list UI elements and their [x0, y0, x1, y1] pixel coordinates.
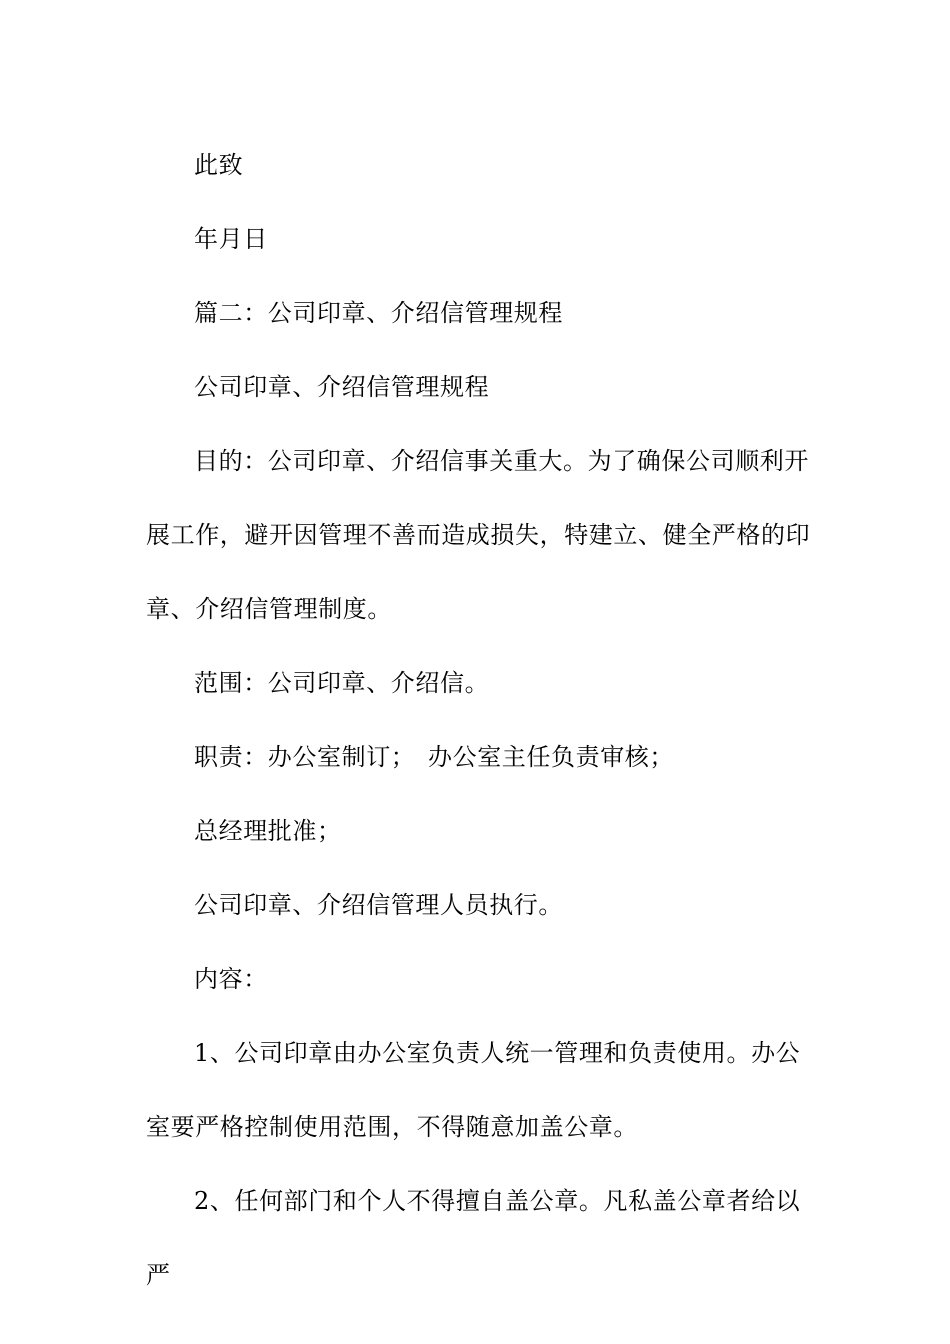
scope-paragraph: 范围：公司印章、介绍信。	[194, 669, 490, 697]
rule-item-1: 1、公司印章由办公室负责人统一管理和负责使用。办公室要严格控制使用范围，不得随意加盖公章。	[146, 1039, 801, 1141]
execution-paragraph: 公司印章、介绍信管理人员执行。	[194, 891, 563, 919]
rule-item-2: 2、任何部门和个人不得擅自盖公章。凡私盖公章者给以严	[146, 1187, 801, 1289]
section-heading: 篇二：公司印章、介绍信管理规程	[194, 299, 563, 327]
purpose-paragraph: 目的：公司印章、介绍信事关重大。为了确保公司顺利开展工作，避开因管理不善而造成损失，特建立、健全严格的印章、介绍信管理制度。	[146, 447, 811, 623]
content-heading: 内容：	[194, 965, 268, 993]
date-line: 年月日	[194, 225, 268, 253]
document-body	[146, 128, 811, 1312]
responsibility-paragraph: 职责：办公室制订； 办公室主任负责审核；	[194, 743, 674, 771]
closing-salutation: 此致	[194, 151, 244, 179]
approval-paragraph: 总经理批准；	[194, 817, 342, 845]
document-title: 公司印章、介绍信管理规程	[194, 373, 490, 401]
